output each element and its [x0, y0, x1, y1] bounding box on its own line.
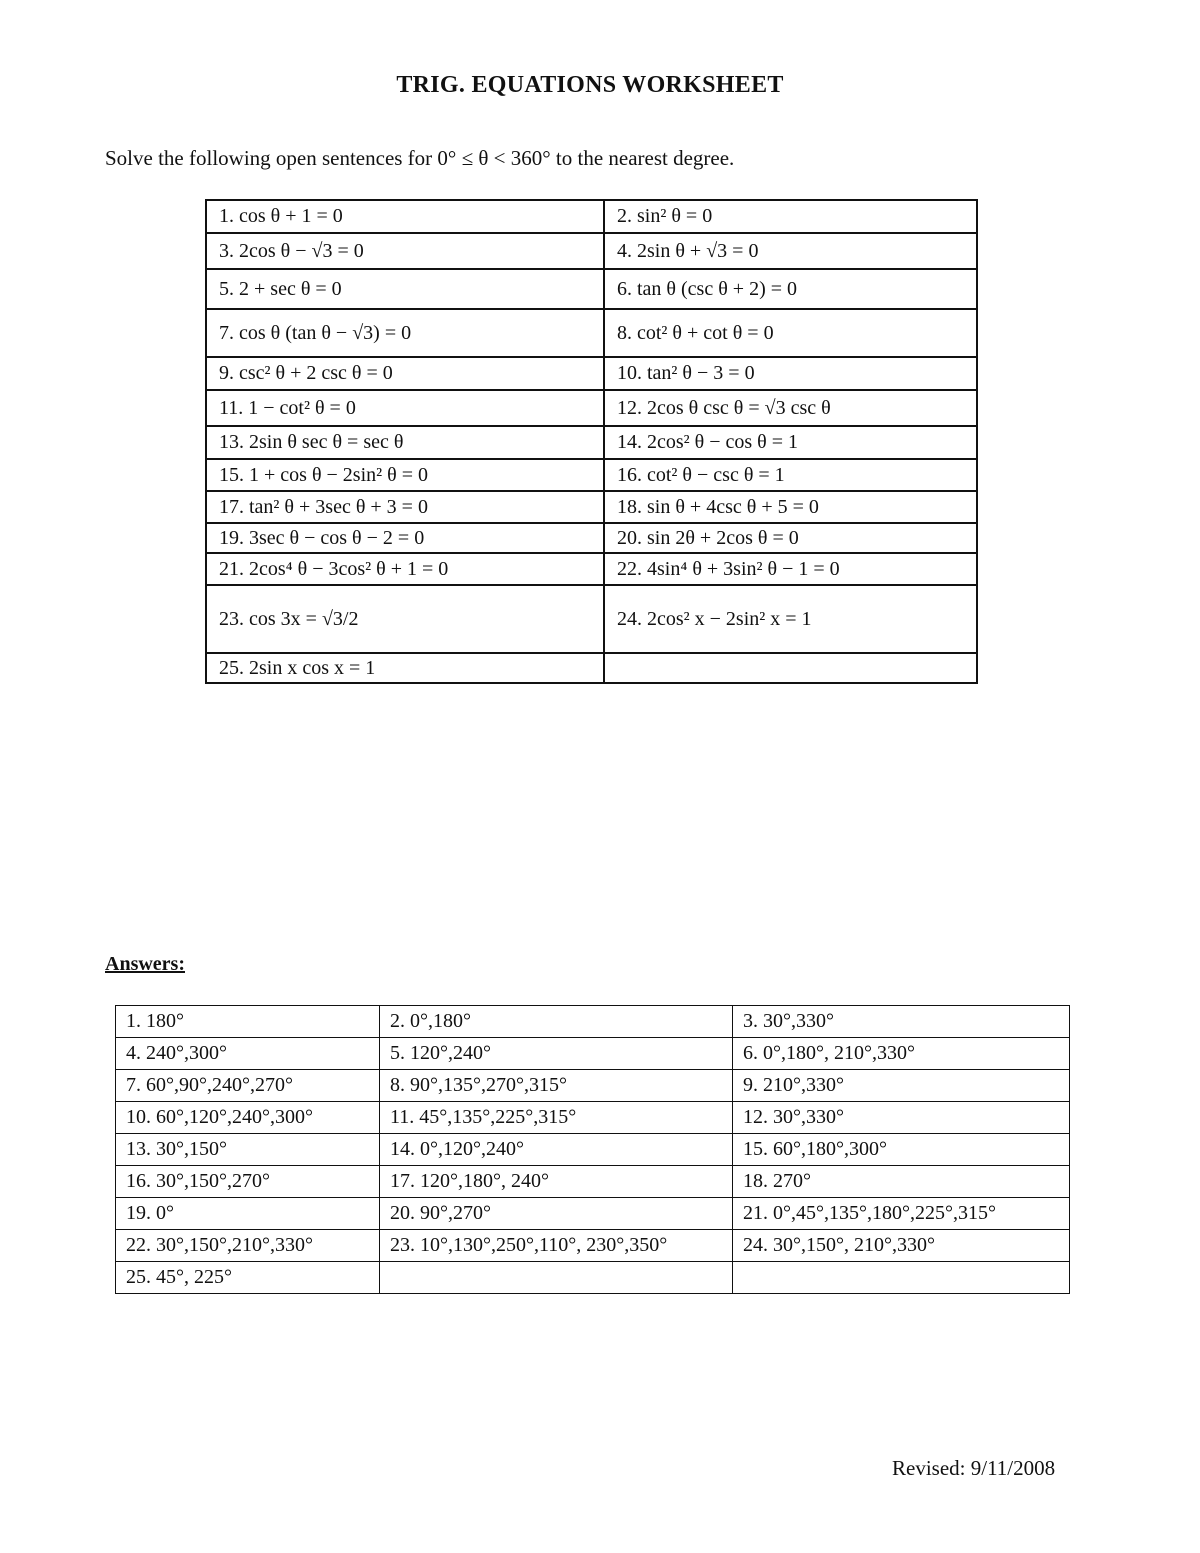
equation-cell: 8. cot² θ + cot θ = 0: [604, 309, 977, 357]
answer-cell: 24. 30°,150°, 210°,330°: [733, 1230, 1070, 1262]
equation-cell: 18. sin θ + 4csc θ + 5 = 0: [604, 491, 977, 523]
equation-cell: 15. 1 + cos θ − 2sin² θ = 0: [206, 459, 604, 491]
answer-row: [116, 1070, 1070, 1102]
equation-row: [206, 459, 977, 491]
answer-cell: 22. 30°,150°,210°,330°: [116, 1230, 380, 1262]
answer-row: [116, 1166, 1070, 1198]
equation-cell: 24. 2cos² x − 2sin² x = 1: [604, 585, 977, 653]
equation-cell: 22. 4sin⁴ θ + 3sin² θ − 1 = 0: [604, 553, 977, 585]
equation-cell: 19. 3sec θ − cos θ − 2 = 0: [206, 523, 604, 553]
equation-cell: 17. tan² θ + 3sec θ + 3 = 0: [206, 491, 604, 523]
answer-cell: 5. 120°,240°: [380, 1038, 733, 1070]
revised-date: Revised: 9/11/2008: [892, 1456, 1056, 1480]
equation-cell: 21. 2cos⁴ θ − 3cos² θ + 1 = 0: [206, 553, 604, 585]
answer-cell: 19. 0°: [116, 1198, 380, 1230]
answer-cell: [380, 1262, 733, 1294]
equation-row: [206, 233, 977, 269]
answer-cell: 10. 60°,120°,240°,300°: [116, 1102, 380, 1134]
answer-row: [116, 1262, 1070, 1294]
equation-cell: 6. tan θ (csc θ + 2) = 0: [604, 269, 977, 309]
equation-cell: 13. 2sin θ sec θ = sec θ: [206, 426, 604, 459]
equation-cell: 25. 2sin x cos x = 1: [206, 653, 604, 683]
equation-row: [206, 553, 977, 585]
answer-row: [116, 1230, 1070, 1262]
equation-cell: 23. cos 3x = √3/2: [206, 585, 604, 653]
answer-row: [116, 1038, 1070, 1070]
equation-row: [206, 390, 977, 426]
equation-cell: 10. tan² θ − 3 = 0: [604, 357, 977, 390]
answer-cell: 20. 90°,270°: [380, 1198, 733, 1230]
equation-cell: 7. cos θ (tan θ − √3) = 0: [206, 309, 604, 357]
answer-cell: 18. 270°: [733, 1166, 1070, 1198]
equation-cell: 14. 2cos² θ − cos θ = 1: [604, 426, 977, 459]
worksheet-title: TRIG. EQUATIONS WORKSHEET: [396, 72, 784, 98]
answers-table: [115, 1005, 1070, 1294]
answer-row: [116, 1102, 1070, 1134]
answer-row: [116, 1134, 1070, 1166]
equation-row: [206, 426, 977, 459]
answer-cell: 15. 60°,180°,300°: [733, 1134, 1070, 1166]
equation-row: [206, 357, 977, 390]
answer-cell: 14. 0°,120°,240°: [380, 1134, 733, 1166]
answers-heading: Answers:: [105, 953, 185, 975]
equation-cell: 9. csc² θ + 2 csc θ = 0: [206, 357, 604, 390]
equation-cell: [604, 653, 977, 683]
answer-cell: 6. 0°,180°, 210°,330°: [733, 1038, 1070, 1070]
answer-cell: 3. 30°,330°: [733, 1006, 1070, 1038]
answer-cell: 25. 45°, 225°: [116, 1262, 380, 1294]
answer-cell: 7. 60°,90°,240°,270°: [116, 1070, 380, 1102]
answer-cell: 21. 0°,45°,135°,180°,225°,315°: [733, 1198, 1070, 1230]
equation-cell: 5. 2 + sec θ = 0: [206, 269, 604, 309]
answer-cell: 11. 45°,135°,225°,315°: [380, 1102, 733, 1134]
equation-row: [206, 585, 977, 653]
answer-cell: 12. 30°,330°: [733, 1102, 1070, 1134]
answer-cell: 17. 120°,180°, 240°: [380, 1166, 733, 1198]
equation-cell: 20. sin 2θ + 2cos θ = 0: [604, 523, 977, 553]
instructions: Solve the following open sentences for 0° ≤ θ < 360° to the nearest degree.: [105, 146, 735, 170]
equation-row: [206, 523, 977, 553]
answer-row: [116, 1006, 1070, 1038]
equation-cell: 3. 2cos θ − √3 = 0: [206, 233, 604, 269]
equation-cell: 1. cos θ + 1 = 0: [206, 200, 604, 233]
answer-cell: 2. 0°,180°: [380, 1006, 733, 1038]
equation-row: [206, 269, 977, 309]
equations-table: [205, 199, 978, 684]
answer-cell: 4. 240°,300°: [116, 1038, 380, 1070]
equation-row: [206, 491, 977, 523]
answer-row: [116, 1198, 1070, 1230]
equation-cell: 4. 2sin θ + √3 = 0: [604, 233, 977, 269]
equation-cell: 11. 1 − cot² θ = 0: [206, 390, 604, 426]
answer-cell: 13. 30°,150°: [116, 1134, 380, 1166]
equation-row: [206, 309, 977, 357]
answer-cell: 16. 30°,150°,270°: [116, 1166, 380, 1198]
answer-cell: [733, 1262, 1070, 1294]
equation-row: [206, 200, 977, 233]
answer-cell: 8. 90°,135°,270°,315°: [380, 1070, 733, 1102]
answer-cell: 1. 180°: [116, 1006, 380, 1038]
equation-cell: 2. sin² θ = 0: [604, 200, 977, 233]
answer-cell: 23. 10°,130°,250°,110°, 230°,350°: [380, 1230, 733, 1262]
answer-cell: 9. 210°,330°: [733, 1070, 1070, 1102]
equation-cell: 12. 2cos θ csc θ = √3 csc θ: [604, 390, 977, 426]
equation-row: [206, 653, 977, 683]
equation-cell: 16. cot² θ − csc θ = 1: [604, 459, 977, 491]
